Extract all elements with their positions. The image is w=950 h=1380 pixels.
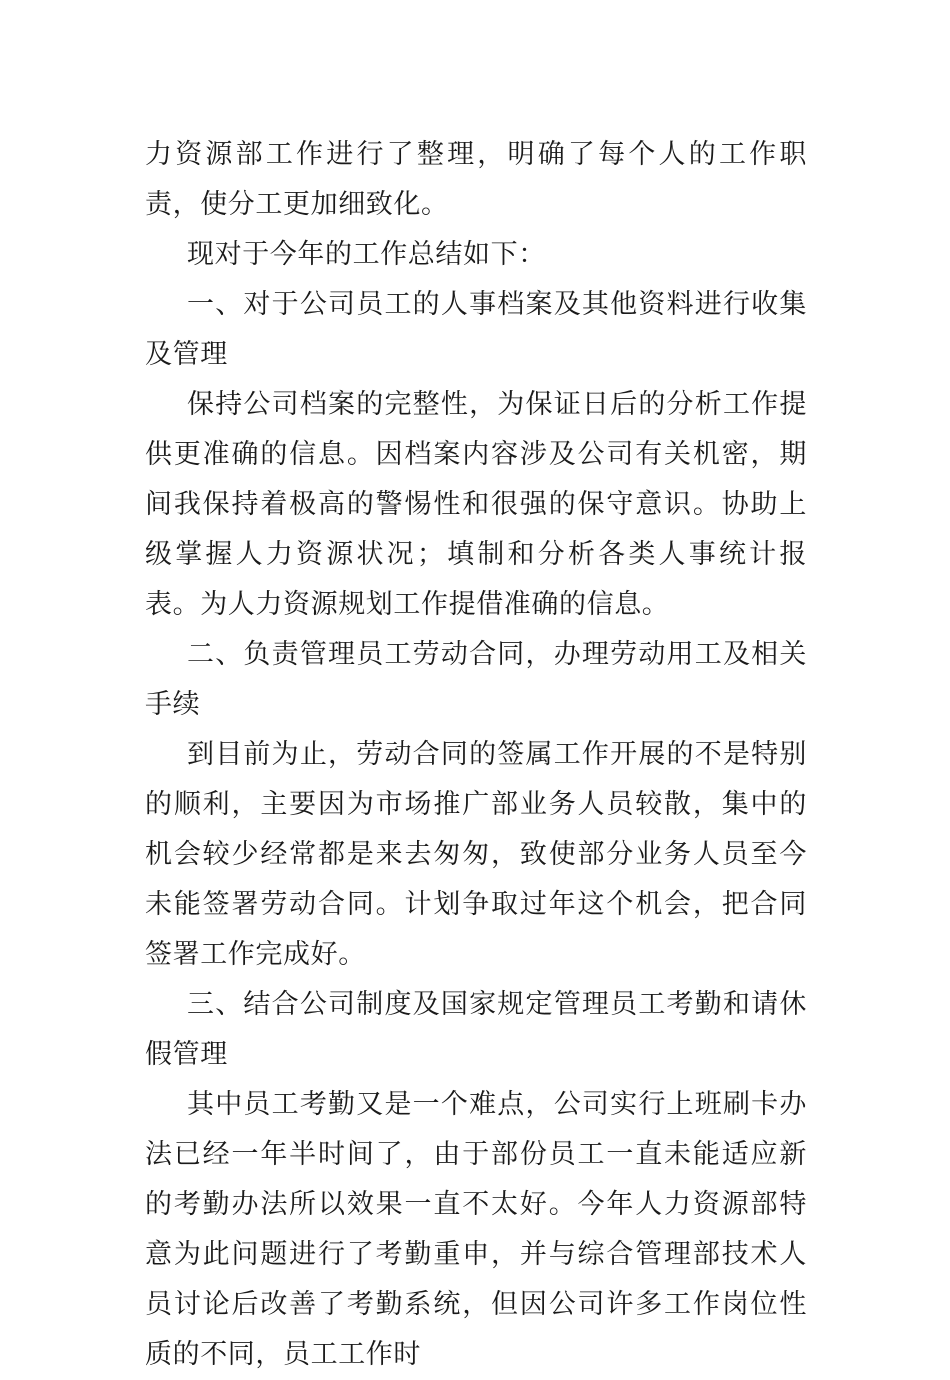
paragraph-continued: 力资源部工作进行了整理，明确了每个人的工作职责，使分工更加细致化。 [145,139,807,220]
section-heading-1: 一、对于公司员工的人事档案及其他资料进行收集及管理 [145,289,807,370]
section-heading-3: 三、结合公司制度及国家规定管理员工考勤和请休假管理 [145,989,807,1070]
document-body [145,130,807,1380]
paragraph-contracts: 到目前为止，劳动合同的签属工作开展的不是特别的顺利，主要因为市场推广部业务人员较散，集中的机会较少经常都是来去匆匆，致使部分业务人员至今未能签署劳动合同。计划争取过年这个机会，把合同签署工作完成好。 [145,739,807,970]
paragraph-archives: 保持公司档案的完整性，为保证日后的分析工作提供更准确的信息。因档案内容涉及公司有关机密，期间我保持着极高的警惕性和很强的保守意识。协助上级掌握人力资源状况；填制和分析各类人事统计报表。为人力资源规划工作提借准确的信息。 [145,389,807,620]
section-heading-2: 二、负责管理员工劳动合同，办理劳动用工及相关手续 [145,639,807,720]
paragraph-attendance: 其中员工考勤又是一个难点，公司实行上班刷卡办法已经一年半时间了，由于部份员工一直未能适应新的考勤办法所以效果一直不太好。今年人力资源部特意为此问题进行了考勤重申，并与综合管理部技术人员讨论后改善了考勤系统，但因公司许多工作岗位性质的不同，员工工作时 [145,1089,807,1370]
paragraph-summary-intro: 现对于今年的工作总结如下： [187,239,546,270]
